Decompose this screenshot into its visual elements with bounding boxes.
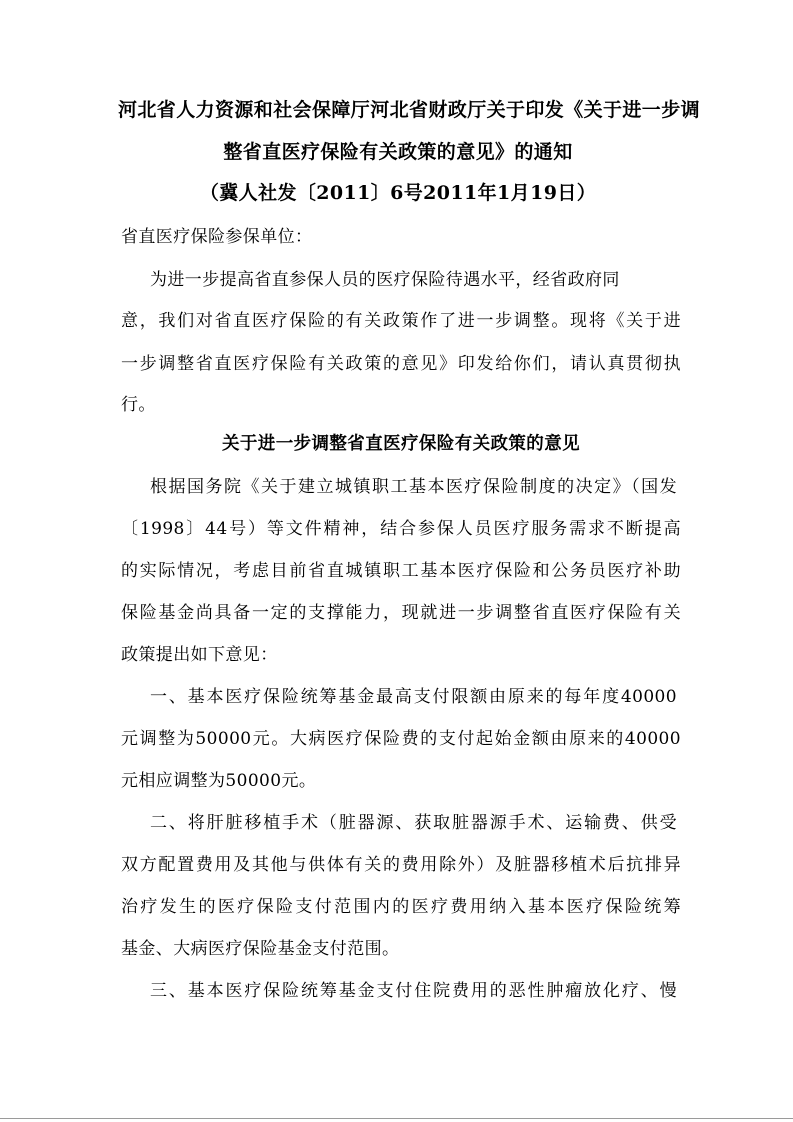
basis-line-4: 保险基金尚具备一定的支撑能力，现就进一步调整省直医疗保险有关: [121, 603, 681, 623]
basis-line-2: 〔1998〕44号）等文件精神，结合参保人员医疗服务需求不断提高: [121, 519, 681, 539]
intro-line-2: 意，我们对省直医疗保险的有关政策作了进一步调整。现将《关于进: [121, 311, 681, 331]
intro-line-3: 一步调整省直医疗保险有关政策的意见》印发给你们，请认真贯彻执: [121, 354, 681, 374]
document-title-line-1: 河北省人力资源和社会保障厅河北省财政厅关于印发《关于进一步调: [118, 99, 701, 121]
item-2-line-4: 基金、大病医疗保险基金支付范围。: [121, 939, 400, 959]
section-title: 关于进一步调整省直医疗保险有关政策的意见: [222, 434, 580, 454]
intro-line-4: 行。: [121, 395, 156, 415]
item-1-line-1: 一、基本医疗保险统筹基金最高支付限额由原来的每年度40000: [150, 687, 677, 707]
item-3-line-1: 三、基本医疗保险统筹基金支付住院费用的恶性肿瘤放化疗、慢: [150, 981, 677, 1001]
document-title-line-2: 整省直医疗保险有关政策的意见》的通知: [223, 141, 573, 163]
item-1-line-2: 元调整为50000元。大病医疗保险费的支付起始金额由原来的40000: [121, 729, 681, 749]
basis-line-1: 根据国务院《关于建立城镇职工基本医疗保险制度的决定》（国发: [150, 477, 677, 497]
document-number: （冀人社发〔2011〕6号2011年1月19日）: [199, 182, 597, 204]
page-bottom-divider: [0, 1118, 793, 1119]
basis-line-5: 政策提出如下意见：: [121, 645, 278, 665]
item-2-line-3: 治疗发生的医疗保险支付范围内的医疗费用纳入基本医疗保险统筹: [121, 897, 681, 917]
item-1-line-3: 元相应调整为50000元。: [121, 771, 317, 791]
intro-line-1: 为进一步提高省直参保人员的医疗保险待遇水平，经省政府同: [150, 270, 620, 290]
item-2-line-1: 二、将肝脏移植手术（脏器源、获取脏器源手术、运输费、供受: [150, 813, 677, 833]
basis-line-3: 的实际情况，考虑目前省直城镇职工基本医疗保险和公务员医疗补助: [121, 561, 681, 581]
item-2-line-2: 双方配置费用及其他与供体有关的费用除外）及脏器移植术后抗排异: [121, 855, 681, 875]
addressee: 省直医疗保险参保单位：: [121, 227, 313, 247]
